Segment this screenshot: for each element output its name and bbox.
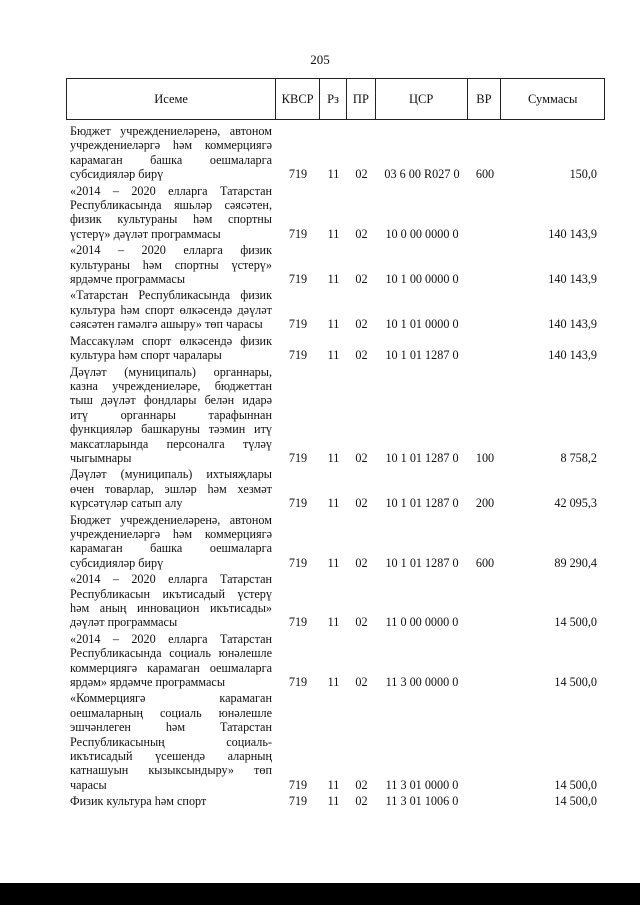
row-kvsr: 719 xyxy=(288,348,308,363)
row-csr: 10 1 01 1287 0 xyxy=(385,348,459,363)
row-csr: 11 3 01 1006 0 xyxy=(385,794,459,809)
row-sum: 42 095,3 xyxy=(554,496,597,511)
row-rz: 11 xyxy=(327,167,340,182)
row-name: «2014 – 2020 елларга Татарстан Республикасында социаль юнәлешле коммерциягә карамаган оешмаларга ярдәм» ярдәмче программасы xyxy=(70,631,272,690)
scan-edge xyxy=(0,883,640,905)
row-name: «2014 – 2020 елларга Татарстан Республикасын икътисадый үстерү һәм аның инновацион икътисады» дәүләт программасы xyxy=(70,572,272,630)
row-csr: 11 0 00 0000 0 xyxy=(385,615,459,630)
row-rz: 11 xyxy=(327,675,340,690)
header-rz: Рз xyxy=(320,79,347,119)
row-kvsr: 719 xyxy=(288,675,308,690)
row-csr: 11 3 00 0000 0 xyxy=(385,675,459,690)
row-csr: 10 1 00 0000 0 xyxy=(385,272,459,287)
table-row xyxy=(66,513,605,571)
row-csr: 10 1 01 1287 0 xyxy=(385,555,459,570)
table-body xyxy=(66,124,605,811)
row-pr: 02 xyxy=(355,555,368,570)
table-row xyxy=(66,124,605,182)
row-kvsr: 719 xyxy=(288,272,308,287)
row-name: Бюджет учреждениеләренә, автоном учреждениеләргә һәм коммерциягә карамаган башка оешмаларга субсидияләр бирү xyxy=(70,512,272,570)
row-sum: 14 500,0 xyxy=(554,675,597,690)
row-vr: 600 xyxy=(475,167,495,182)
table-row xyxy=(66,467,605,510)
row-csr: 10 1 01 1287 0 xyxy=(385,496,459,511)
header-vr: ВР xyxy=(468,79,502,119)
row-rz: 11 xyxy=(327,777,340,792)
header-name: Исеме xyxy=(67,79,276,119)
header-kvsr: КВСР xyxy=(276,79,320,119)
row-vr: 600 xyxy=(475,555,495,570)
row-sum: 140 143,9 xyxy=(548,226,597,241)
row-kvsr: 719 xyxy=(288,794,308,809)
row-pr: 02 xyxy=(355,777,368,792)
row-name: Массакүләм спорт өлкәсендә физик культура һәм спорт чаралары xyxy=(70,333,272,363)
row-csr: 10 0 00 0000 0 xyxy=(385,226,459,241)
header-csr: ЦСР xyxy=(376,79,468,119)
row-sum: 140 143,9 xyxy=(548,317,597,332)
row-kvsr: 719 xyxy=(288,450,308,465)
header-pr: ПР xyxy=(347,79,376,119)
row-sum: 8 758,2 xyxy=(560,450,597,465)
row-vr: 100 xyxy=(475,450,495,465)
table-row xyxy=(66,691,605,792)
row-pr: 02 xyxy=(355,794,368,809)
row-pr: 02 xyxy=(355,167,368,182)
row-pr: 02 xyxy=(355,348,368,363)
row-name: «Татарстан Республикасында физик культура һәм спорт өлкәсендә дәүләт сәясәтен гамәлгә ашыру» төп чарасы xyxy=(70,288,272,332)
row-pr: 02 xyxy=(355,450,368,465)
row-rz: 11 xyxy=(327,348,340,363)
row-name: «Коммерциягә карамаган оешмаларның социаль юнәлешле эшчәнлеген һәм Татарстан Республикасының социаль-икътисадый үсешендә аларның катнашуын кызыксындыру» төп чарасы xyxy=(70,691,272,792)
row-sum: 14 500,0 xyxy=(554,794,597,809)
row-name: Дәүләт (муниципаль) ихтыяҗлары өчен товарлар, эшләр һәм хезмәт күрсәтүләр сатып алу xyxy=(70,467,272,511)
row-rz: 11 xyxy=(327,450,340,465)
table-row xyxy=(66,365,605,466)
row-sum: 14 500,0 xyxy=(554,777,597,792)
row-pr: 02 xyxy=(355,226,368,241)
table-row xyxy=(66,184,605,242)
row-rz: 11 xyxy=(327,496,340,511)
row-name: Дәүләт (муниципаль) органнары, казна учреждениеләре, бюджеттан тыш дәүләт фондлары белән идарә итү органнары тарафыннан функцияләр башкаруны тәэмин итү максатларында персоналга түләү чыгымнары xyxy=(70,364,272,465)
row-sum: 140 143,9 xyxy=(548,272,597,287)
row-kvsr: 719 xyxy=(288,496,308,511)
page-number: 205 xyxy=(310,52,330,67)
row-name: Бюджет учреждениеләренә, автоном учреждениеләргә һәм коммерциягә карамаган башка оешмаларга субсидияләр бирү xyxy=(70,124,272,182)
row-csr: 11 3 01 0000 0 xyxy=(385,777,459,792)
table-row xyxy=(66,572,605,630)
row-pr: 02 xyxy=(355,317,368,332)
row-kvsr: 719 xyxy=(288,555,308,570)
row-csr: 10 1 01 0000 0 xyxy=(385,317,459,332)
row-sum: 150,0 xyxy=(569,167,597,182)
row-sum: 14 500,0 xyxy=(554,615,597,630)
row-kvsr: 719 xyxy=(288,167,308,182)
row-name: «2014 – 2020 елларга физик культураны һәм спортны үстерү» ярдәмче программасы xyxy=(70,243,272,287)
row-sum: 140 143,9 xyxy=(548,348,597,363)
row-pr: 02 xyxy=(355,675,368,690)
row-name: Физик культура һәм спорт xyxy=(70,794,207,809)
row-kvsr: 719 xyxy=(288,226,308,241)
row-rz: 11 xyxy=(327,317,340,332)
header-sum: Суммасы xyxy=(528,91,578,106)
row-pr: 02 xyxy=(355,496,368,511)
row-kvsr: 719 xyxy=(288,317,308,332)
row-csr: 03 6 00 R027 0 xyxy=(384,167,460,182)
row-name: «2014 – 2020 елларга Татарстан Республикасында яшьләр сәясәтен, физик культураны һәм спортны үстерү» дәүләт программасы xyxy=(70,183,272,241)
table-row xyxy=(66,334,605,363)
row-kvsr: 719 xyxy=(288,777,308,792)
table-row xyxy=(66,632,605,690)
table-row xyxy=(66,288,605,331)
table-row xyxy=(66,794,605,808)
row-rz: 11 xyxy=(327,555,340,570)
row-pr: 02 xyxy=(355,272,368,287)
row-rz: 11 xyxy=(327,615,340,630)
row-kvsr: 719 xyxy=(288,615,308,630)
row-rz: 11 xyxy=(327,226,340,241)
row-vr: 200 xyxy=(475,496,495,511)
table-row xyxy=(66,243,605,286)
row-rz: 11 xyxy=(327,794,340,809)
row-sum: 89 290,4 xyxy=(554,555,597,570)
row-rz: 11 xyxy=(327,272,340,287)
row-pr: 02 xyxy=(355,615,368,630)
row-csr: 10 1 01 1287 0 xyxy=(385,450,459,465)
table-header xyxy=(66,78,605,120)
